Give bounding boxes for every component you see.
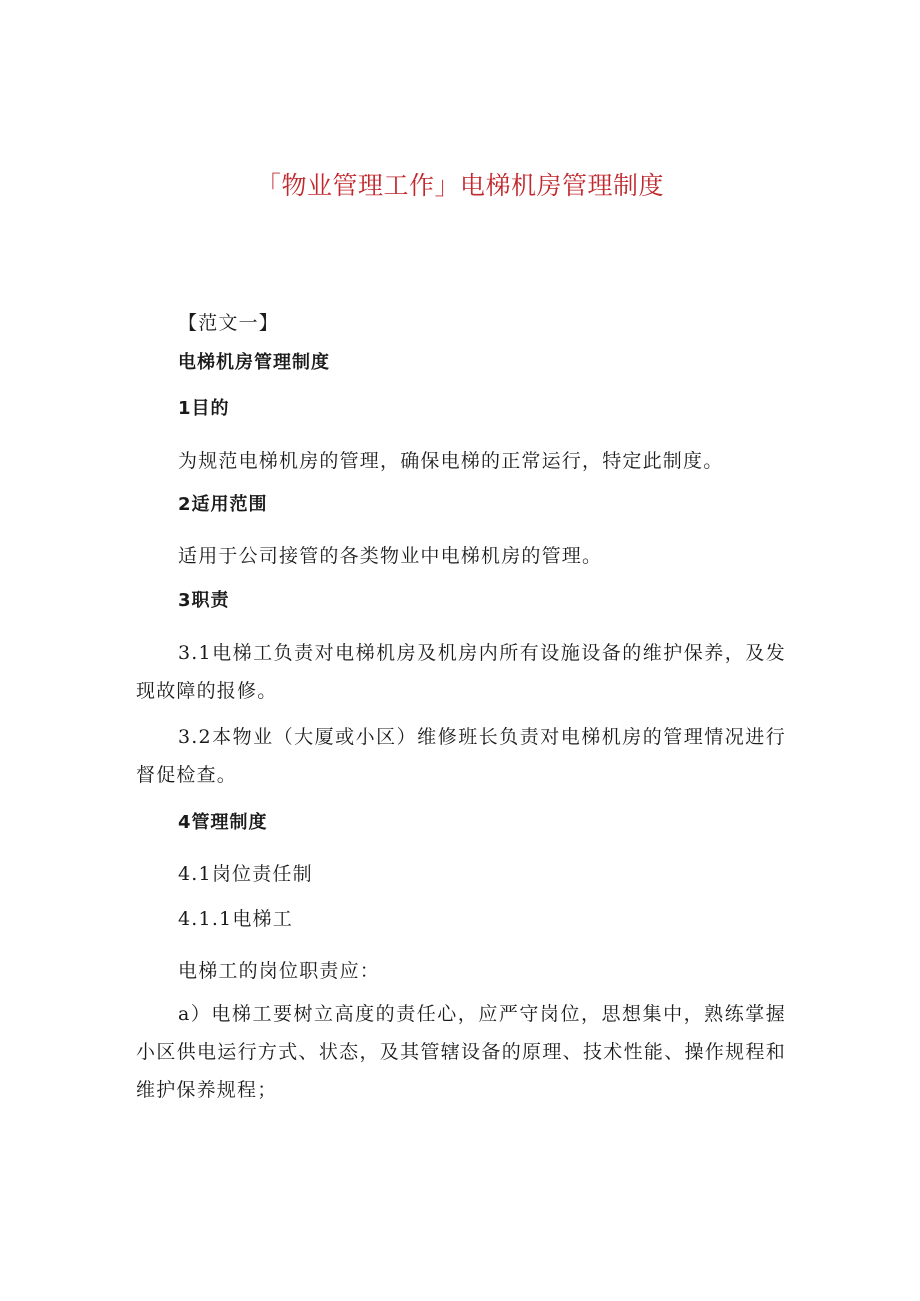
section-4-1-text: 4.1岗位责任制 bbox=[178, 863, 313, 885]
section-4-heading: 4管理制度 bbox=[178, 812, 268, 833]
section-4-1-1-text: 4.1.1电梯工 bbox=[178, 908, 293, 930]
section-1-text: 为规范电梯机房的管理，确保电梯的正常运行，特定此制度。 bbox=[178, 450, 724, 472]
document-title: 「物业管理工作」电梯机房管理制度 bbox=[255, 171, 664, 200]
section-2-text: 适用于公司接管的各类物业中电梯机房的管理。 bbox=[178, 545, 603, 567]
duty-a-text: a）电梯工要树立高度的责任心，应严守岗位，思想集中，熟练掌握小区供电运行方式、状态，及其管辖设备的原理、技术性能、操作规程和维护保养规程； bbox=[136, 1003, 786, 1101]
main-heading: 电梯机房管理制度 bbox=[178, 352, 330, 373]
sample-label: 【范文一】 bbox=[178, 312, 280, 334]
section-3-2-text: 3.2本物业（大厦或小区）维修班长负责对电梯机房的管理情况进行督促检查。 bbox=[136, 726, 786, 786]
duties-intro-text: 电梯工的岗位职责应： bbox=[178, 960, 381, 982]
section-1-heading: 1目的 bbox=[178, 398, 230, 419]
section-3-1-text: 3.1电梯工负责对电梯机房及机房内所有设施设备的维护保养，及发现故障的报修。 bbox=[136, 642, 786, 702]
section-2-heading: 2适用范围 bbox=[178, 494, 268, 515]
section-3-heading: 3职责 bbox=[178, 590, 230, 611]
